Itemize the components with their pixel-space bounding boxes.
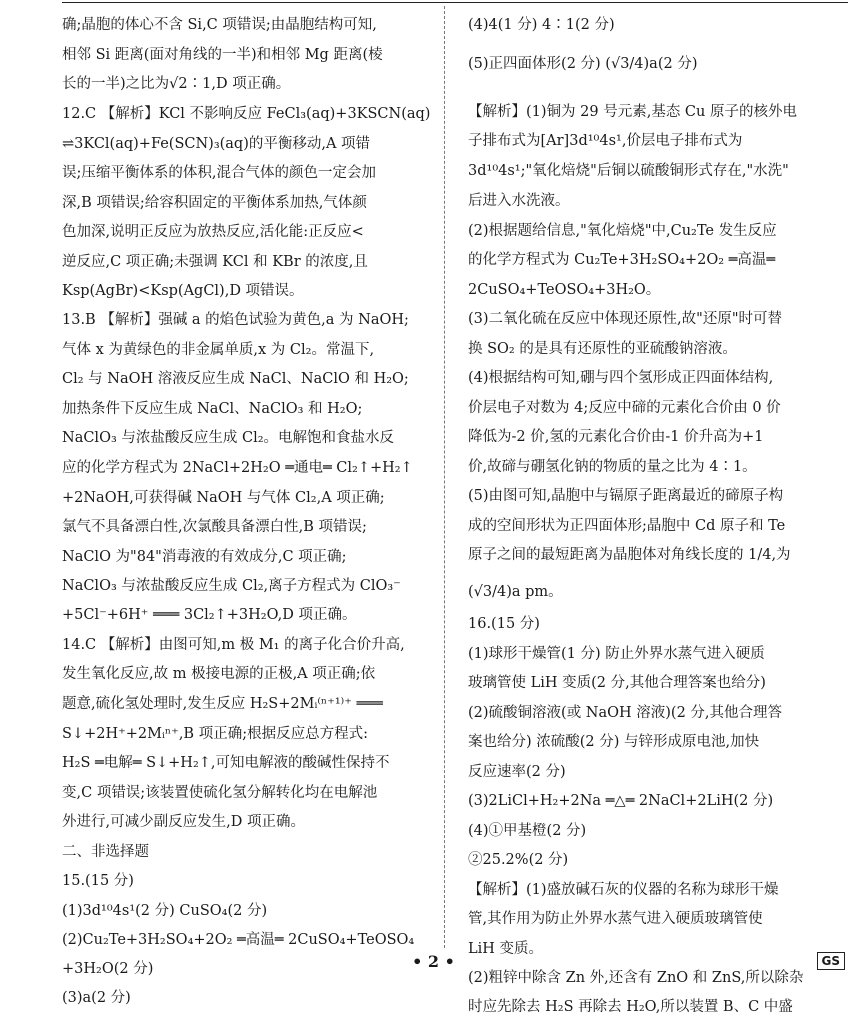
text-line: 的化学方程式为 Cu₂Te+3H₂SO₄+2O₂ ═高温═ (468, 252, 776, 268)
text-line: ②25.2%(2 分) (468, 852, 569, 868)
text-line: 加热条件下反应生成 NaCl、NaClO₃ 和 H₂O; (62, 401, 363, 417)
text-line: 2CuSO₄+TeOSO₄+3H₂O。 (468, 282, 661, 298)
text-line: 时应先除去 H₂S 再除去 H₂O,所以装置 B、C 中盛 (468, 999, 793, 1015)
text-line: 12.C 【解析】KCl 不影响反应 FeCl₃(aq)+3KSCN(aq) (62, 106, 431, 122)
text-line: 逆反应,C 项正确;未强调 KCl 和 KBr 的浓度,且 (62, 254, 368, 270)
text-line: 3d¹⁰4s¹;"氧化焙烧"后铜以硫酸铜形式存在,"水洗" (468, 163, 789, 179)
text-line: 确;晶胞的体心不含 Si,C 项错误;由晶胞结构可知, (62, 17, 377, 33)
text-line: +5Cl⁻+6H⁺ ═══ 3Cl₂↑+3H₂O,D 项正确。 (62, 607, 357, 623)
page-number: • 2 • (412, 952, 455, 971)
text-line: 16.(15 分) (468, 616, 540, 632)
text-line: 降低为-2 价,氢的元素化合价由-1 价升高为+1 (468, 429, 764, 445)
text-line: 15.(15 分) (62, 873, 134, 889)
text-line: S↓+2H⁺+2Mᵢⁿ⁺,B 项正确;根据反应总方程式: (62, 726, 368, 742)
text-line: 价,故碲与硼氢化钠的物质的量之比为 4∶1。 (468, 459, 757, 475)
text-line: (3)2LiCl+H₂+2Na ═△═ 2NaCl+2LiH(2 分) (468, 793, 774, 809)
text-line: H₂S ═电解═ S↓+H₂↑,可知电解液的酸碱性保持不 (62, 755, 390, 771)
page-footer (0, 952, 867, 971)
text-line: (√3/4)a pm。 (468, 584, 563, 600)
text-line: 后进入水洗液。 (468, 193, 570, 209)
text-line: (5)正四面体形(2 分) (√3/4)a(2 分) (468, 56, 698, 72)
text-line: (1)3d¹⁰4s¹(2 分) CuSO₄(2 分) (62, 903, 268, 919)
text-line: 二、非选择题 (62, 844, 149, 860)
text-line: 管,其作用为防止外界水蒸气进入硬质玻璃管使 (468, 911, 763, 927)
text-line: (2)Cu₂Te+3H₂SO₄+2O₂ ═高温═ 2CuSO₄+TeOSO₄ (62, 932, 415, 948)
text-line: 氯气不具备漂白性,次氯酸具备漂白性,B 项错误; (62, 519, 367, 535)
text-line: 长的一半)之比为√2∶1,D 项正确。 (62, 76, 291, 92)
text-line: (5)由图可知,晶胞中与镉原子距离最近的碲原子构 (468, 488, 784, 504)
text-line: 玻璃管使 LiH 变质(2 分,其他合理答案也给分) (468, 675, 766, 691)
text-line: 成的空间形状为正四面体形;晶胞中 Cd 原子和 Te (468, 518, 786, 534)
text-line: 反应速率(2 分) (468, 764, 566, 780)
text-line: +2NaOH,可获得碱 NaOH 与气体 Cl₂,A 项正确; (62, 490, 385, 506)
text-line: NaClO₃ 与浓盐酸反应生成 Cl₂。电解饱和食盐水反 (62, 430, 395, 446)
text-line: (4)根据结构可知,硼与四个氢形成正四面体结构, (468, 370, 774, 386)
text-line: 气体 x 为黄绿色的非金属单质,x 为 Cl₂。常温下, (62, 342, 375, 358)
text-line: NaClO 为"84"消毒液的有效成分,C 项正确; (62, 549, 347, 565)
text-line: 外进行,可减少副反应发生,D 项正确。 (62, 814, 305, 830)
text-line: 深,B 项错误;给容积固定的平衡体系加热,气体颜 (62, 195, 367, 211)
text-line: 色加深,说明正反应为放热反应,活化能:正反应< (62, 224, 364, 240)
text-line: (4)①甲基橙(2 分) (468, 823, 587, 839)
source-badge: GS (817, 952, 846, 970)
text-line: (1)球形干燥管(1 分) 防止外界水蒸气进入硬质 (468, 646, 765, 662)
text-line: 变,C 项错误;该装置使硫化氢分解转化均在电解池 (62, 785, 378, 801)
text-line: +3H₂O(2 分) (62, 961, 154, 977)
text-line: 相邻 Si 距离(面对角线的一半)和相邻 Mg 距离(棱 (62, 47, 383, 63)
text-line: (3)a(2 分) (62, 990, 131, 1006)
text-line: 题意,硫化氢处理时,发生反应 H₂S+2Mᵢ⁽ⁿ⁺¹⁾⁺ ═══ (62, 696, 383, 712)
text-line: 【解析】(1)盛放碱石灰的仪器的名称为球形干燥 (468, 882, 779, 898)
text-line: (4)4(1 分) 4∶1(2 分) (468, 17, 615, 33)
text-line: 应的化学方程式为 2NaCl+2H₂O ═通电═ Cl₂↑+H₂↑ (62, 460, 413, 476)
text-line: 换 SO₂ 的是具有还原性的亚硫酸钠溶液。 (468, 341, 737, 357)
text-line: Cl₂ 与 NaOH 溶液反应生成 NaCl、NaClO 和 H₂O; (62, 371, 409, 387)
text-line: 子排布式为[Ar]3d¹⁰4s¹,价层电子排布式为 (468, 133, 743, 149)
text-line: Ksp(AgBr)<Ksp(AgCl),D 项错误。 (62, 283, 304, 299)
text-line: 误;压缩平衡体系的体积,混合气体的颜色一定会加 (62, 165, 376, 181)
text-line: 案也给分) 浓硫酸(2 分) 与锌形成原电池,加快 (468, 734, 760, 750)
text-line: (2)根据题给信息,"氧化焙烧"中,Cu₂Te 发生反应 (468, 223, 777, 239)
text-line: 发生氧化反应,故 m 极接电源的正极,A 项正确;依 (62, 666, 376, 682)
text-line: (2)粗锌中除含 Zn 外,还含有 ZnO 和 ZnS,所以除杂 (468, 970, 804, 986)
text-line: LiH 变质。 (468, 941, 544, 957)
text-line: NaClO₃ 与浓盐酸反应生成 Cl₂,离子方程式为 ClO₃⁻ (62, 578, 401, 594)
text-line: (3)二氧化硫在反应中体现还原性,故"还原"时可替 (468, 311, 782, 327)
text-line: ⇌3KCl(aq)+Fe(SCN)₃(aq)的平衡移动,A 项错 (62, 136, 371, 152)
top-rule (62, 2, 848, 3)
text-line: 13.B 【解析】强碱 a 的焰色试验为黄色,a 为 NaOH; (62, 312, 409, 328)
column-divider (444, 6, 445, 948)
text-line: 14.C 【解析】由图可知,m 极 M₁ 的离子化合价升高, (62, 637, 405, 653)
text-line: 【解析】(1)铜为 29 号元素,基态 Cu 原子的核外电 (468, 104, 797, 120)
text-line: 原子之间的最短距离为晶胞体对角线长度的 1/4,为 (468, 547, 791, 563)
text-line: 价层电子对数为 4;反应中碲的元素化合价由 0 价 (468, 400, 781, 416)
text-line: (2)硫酸铜溶液(或 NaOH 溶液)(2 分,其他合理答 (468, 705, 783, 721)
